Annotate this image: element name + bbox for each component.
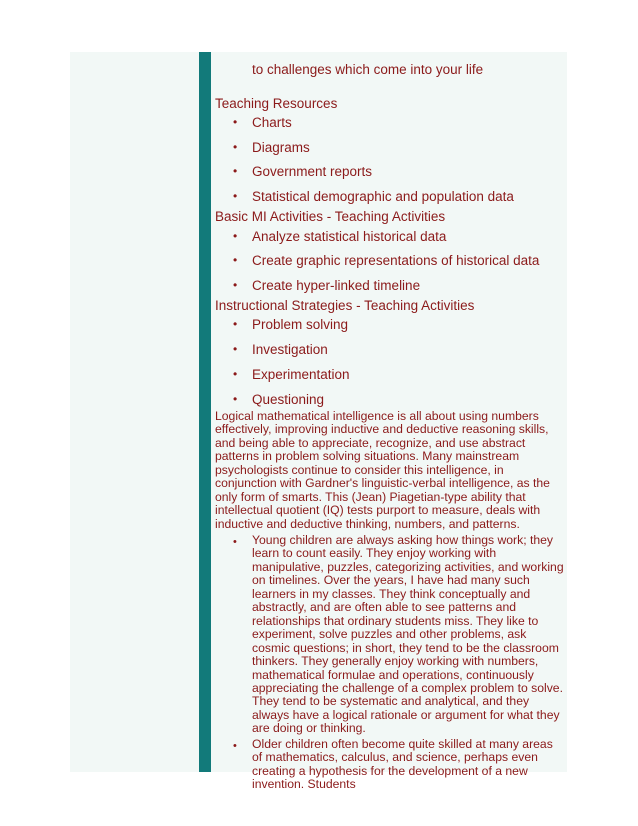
bullet-icon: •	[233, 367, 238, 381]
bullet-icon: •	[233, 317, 238, 331]
detail-paragraph: Young children are always asking how things work; they learn to count easily. They enjoy working with manipulative, puzzles, categorizing activities, and working on timelines. Over the years, I have had many such learners in my classes. They think conceptually and abstractly, and are often able to see patterns and relationships that ordinary students miss. They like to experiment, solve puzzles and other problems, ask cosmic questions; in short, they tend to be the classroom thinkers. They generally enjoy working with numbers, mathematical formulae and operations, continuously appreciating the challenge of a complex problem to solve. They tend to be systematic and analytical, and they always have a logical rationale or argument for what they are doing or thinking.	[252, 533, 564, 736]
bullet-icon: •	[233, 164, 238, 178]
list-item: Analyze statistical historical data	[252, 229, 447, 244]
list-item: Questioning	[252, 392, 325, 407]
bullet-icon: •	[233, 189, 238, 203]
list-item: Government reports	[252, 164, 373, 179]
instructional-strategies-heading: Instructional Strategies - Teaching Activities	[215, 298, 475, 313]
bullet-icon: •	[233, 392, 238, 406]
intro-line: to challenges which come into your life	[252, 62, 484, 77]
list-item: Statistical demographic and population data	[252, 189, 514, 204]
bullet-icon: •	[233, 229, 238, 243]
bullet-icon: •	[233, 253, 238, 267]
bullet-icon: •	[233, 278, 238, 292]
list-item: Charts	[252, 115, 292, 130]
list-item: Create hyper-linked timeline	[252, 278, 421, 293]
bullet-icon: •	[233, 740, 237, 752]
detail-paragraph: Older children often become quite skilled at many areas of mathematics, calculus, and science, perhaps even creating a hypothesis for the development of a new invention. Students	[252, 737, 553, 792]
teaching-resources-heading: Teaching Resources	[215, 96, 338, 111]
basic-activities-heading: Basic MI Activities - Teaching Activities	[215, 209, 446, 224]
accent-bar	[199, 52, 211, 772]
document-content	[215, 52, 565, 792]
bullet-icon: •	[233, 536, 237, 548]
bullet-icon: •	[233, 115, 238, 129]
bullet-icon: •	[233, 140, 238, 154]
bullet-icon: •	[233, 342, 238, 356]
list-item: Investigation	[252, 342, 328, 357]
intro-paragraph: Logical mathematical intelligence is all about using numbers effectively, improving inductive and deductive reasoning skills, and being able to appreciate, recognize, and use abstract patterns in problem solving situations. Many mainstream psychologists continue to consider this intelligence, in conjunction with Gardner's linguistic-verbal intelligence, as the only form of smarts. This (Jean) Piagetian-type ability that intellectual quotient (IQ) tests purport to measure, deals with inductive and deductive thinking, numbers, and patterns.	[215, 409, 550, 531]
list-item: Create graphic representations of historical data	[252, 253, 540, 268]
list-item: Diagrams	[252, 140, 310, 155]
list-item: Problem solving	[252, 317, 349, 332]
list-item: Experimentation	[252, 367, 350, 382]
